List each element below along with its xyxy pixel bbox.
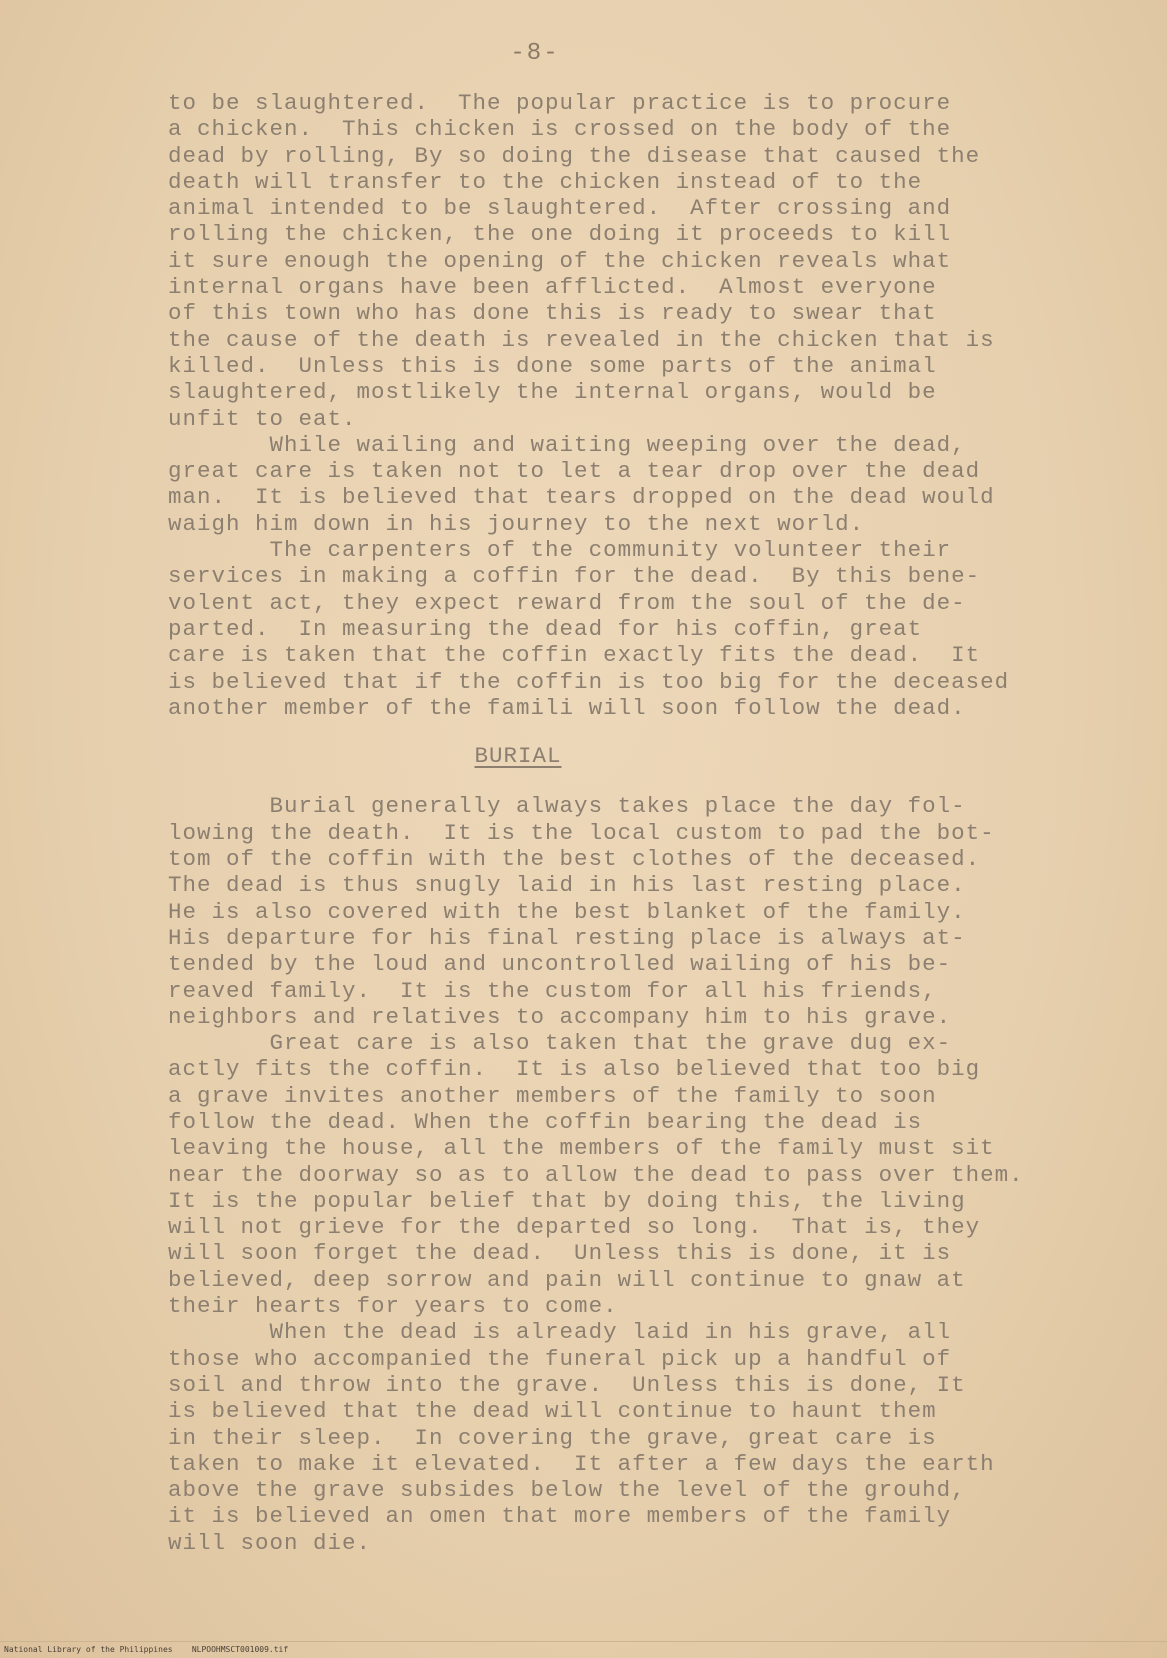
text-line: leaving the house, all the members of the family must sit [168,1135,995,1162]
text-line: man. It is believed that tears dropped on the dead would [168,484,995,511]
text-line: dead by rolling, By so doing the disease that caused the [168,142,981,169]
text-line: follow the dead. When the coffin bearing the dead is [168,1108,923,1135]
text-line: will soon forget the dead. Unless this is done, it is [168,1240,952,1267]
text-line: above the grave subsides below the level of the grouhd, [168,1477,966,1504]
text-line: actly fits the coffin. It is also believed that too big [168,1056,981,1083]
text-line: parted. In measuring the dead for his coffin, great [168,615,923,642]
page-number: -8- [510,40,560,67]
text-line: taken to make it elevated. It after a few days the earth [168,1450,995,1477]
document-body [168,90,1108,1556]
text-line: is believed that if the coffin is too big for the deceased [168,668,1010,695]
section-heading: BURIAL [474,743,562,770]
text-line: will soon die. [168,1529,372,1556]
text-line: it is believed an omen that more members of the family [168,1503,952,1530]
text-line: animal intended to be slaughtered. After crossing and [168,195,952,222]
text-line: to be slaughtered. The popular practice is to procure [168,90,952,116]
text-line: believed, deep sorrow and pain will continue to gnaw at [168,1266,966,1293]
text-line: slaughtered, mostlikely the internal organs, would be [168,379,937,406]
text-line: will not grieve for the departed so long. That is, they [168,1214,981,1241]
text-line: killed. Unless this is done some parts of the animal [168,352,937,379]
text-line: unfit to eat. [168,405,357,432]
text-line: near the doorway so as to allow the dead to pass over them. [168,1161,1024,1188]
text-line: rolling the chicken, the one doing it proceeds to kill [168,221,952,248]
text-line: While wailing and waiting weeping over the dead, [168,431,966,458]
text-line: care is taken that the coffin exactly fits the dead. It [168,642,981,669]
text-line: The dead is thus snugly laid in his last resting place. [168,872,966,899]
paragraph-block-2 [168,793,1108,1556]
text-line: volent act, they expect reward from the soul of the de- [168,589,966,616]
text-line: the cause of the death is revealed in the chicken that is [168,326,995,353]
text-line: waigh him down in his journey to the next world. [168,510,865,537]
text-line: a grave invites another members of the family to soon [168,1082,937,1109]
text-line: When the dead is already laid in his grave, all [168,1319,952,1346]
text-line: Great care is also taken that the grave dug ex- [168,1030,952,1057]
footer-divider [0,1641,1167,1642]
text-line: of this town who has done this is ready to swear that [168,300,937,327]
paragraph-block-1 [168,90,1108,721]
text-line: a chicken. This chicken is crossed on the body of the [168,116,952,143]
text-line: those who accompanied the funeral pick up a handful of [168,1345,952,1372]
text-line: death will transfer to the chicken instead of to the [168,168,923,195]
text-line: their hearts for years to come. [168,1293,618,1320]
text-line: soil and throw into the grave. Unless this is done, It [168,1371,966,1398]
text-line: it sure enough the opening of the chicken reveals what [168,247,952,274]
text-line: neighbors and relatives to accompany him to his grave. [168,1003,952,1030]
text-line: another member of the famili will soon follow the dead. [168,694,966,721]
text-line: great care is taken not to let a tear drop over the dead [168,458,981,485]
text-line: His departure for his final resting place is always at- [168,924,966,951]
text-line: It is the popular belief that by doing this, the living [168,1187,966,1214]
text-line: Burial generally always takes place the day fol- [168,793,966,820]
text-line: tom of the coffin with the best clothes of the deceased. [168,846,981,873]
text-line: reaved family. It is the custom for all his friends, [168,977,937,1004]
footer-caption: National Library of the Philippines NLPOOHMSCT001009.tif [4,1645,289,1654]
text-line: internal organs have been afflicted. Almost everyone [168,274,937,301]
text-line: lowing the death. It is the local custom to pad the bot- [168,819,995,846]
text-line: tended by the loud and uncontrolled wailing of his be- [168,951,952,978]
text-line: He is also covered with the best blanket of the family. [168,898,966,925]
text-line: services in making a coffin for the dead. By this bene- [168,563,981,590]
text-line: The carpenters of the community volunteer their [168,537,952,564]
text-line: in their sleep. In covering the grave, great care is [168,1424,937,1451]
text-line: is believed that the dead will continue to haunt them [168,1398,937,1425]
